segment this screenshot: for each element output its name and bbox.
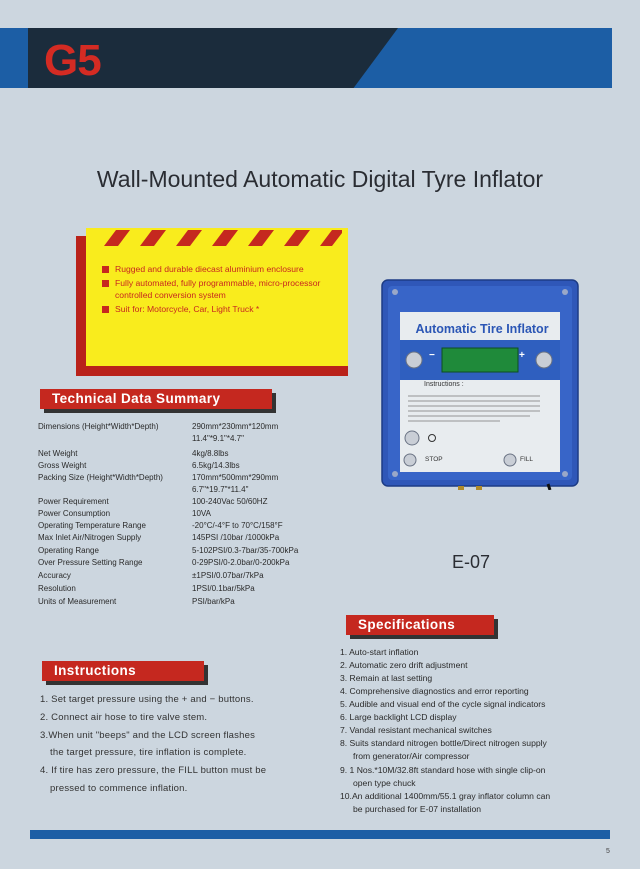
instruction-line: 2. Connect air hose to tire valve stem. — [40, 712, 208, 723]
instruction-line: 3.When unit "beeps" and the LCD screen flashes — [40, 730, 256, 741]
tech-row — [38, 533, 338, 545]
tech-row — [38, 473, 338, 485]
tech-row-value: 145PSI /10bar /1000kPa — [192, 533, 280, 542]
tech-row-value: 5-102PSI/0.3-7bar/35-700kPa — [192, 546, 299, 555]
feature-item: Fully automated, fully programmable, micro-processor — [102, 277, 342, 289]
tech-row-value: 1PSI/0.1bar/5kPa — [192, 584, 255, 593]
instruction-line: 1. Set target pressure using the + and − buttons. — [40, 694, 254, 705]
device-title: Automatic Tire Inflator — [415, 322, 549, 336]
tech-row-key: Units of Measurement — [38, 597, 117, 606]
tech-row-value: 290mm*230mm*120mm — [192, 422, 279, 431]
tire-inflator-device-image — [380, 278, 580, 490]
tech-row — [38, 521, 338, 533]
device-stop-label: STOP — [425, 456, 443, 463]
spec-item: 6. Large backlight LCD display — [340, 712, 457, 722]
spec-item: 7. Vandal resistant mechanical switches — [340, 725, 492, 735]
footer-bar — [30, 830, 610, 839]
tech-row — [38, 546, 338, 558]
tech-row — [38, 485, 338, 497]
spec-item-continued: be purchased for E-07 installation — [353, 804, 482, 814]
tech-row-key: Max Inlet Air/Nitrogen Supply — [38, 533, 142, 542]
spec-item-continued: open type chuck — [353, 778, 416, 788]
tech-row-value: 10VA — [192, 509, 211, 518]
spec-item: 5. Audible and visual end of the cycle signal indicators — [340, 699, 546, 709]
tech-row-key: Over Pressure Setting Range — [38, 558, 143, 567]
tech-row-key: Packing Size (Height*Width*Depth) — [38, 473, 163, 482]
tech-heading: Technical Data Summary — [40, 389, 272, 409]
tech-row-key: Power Requirement — [38, 497, 109, 506]
tech-row-value: 6.5kg/14.3lbs — [192, 461, 240, 470]
spec-item-continued: from generator/Air compressor — [353, 751, 470, 761]
tech-row-key: Resolution — [38, 584, 76, 593]
spec-item: 10.An additional 1400mm/55.1 gray inflator column can — [340, 791, 551, 801]
tech-row — [38, 422, 338, 434]
page-title: Wall-Mounted Automatic Digital Tyre Inflator — [96, 166, 544, 192]
instruction-line-continued: the target pressure, tire inflation is complete. — [50, 747, 247, 758]
tech-row-value: 4kg/8.8lbs — [192, 449, 229, 458]
tech-row-key: Operating Range — [38, 546, 99, 555]
tech-row-value: PSI/bar/kPa — [192, 597, 235, 606]
device-instructions-title: Instructions : — [424, 381, 464, 388]
tech-row-key: Net Weight — [38, 449, 78, 458]
device-fill-label: FILL — [520, 456, 534, 463]
spec-item: 8. Suits standard nitrogen bottle/Direct nitrogen supply — [340, 738, 547, 748]
tech-row-key: Power Consumption — [38, 509, 111, 518]
model-label: E-07 — [452, 552, 491, 572]
device-plus-label: + — [519, 350, 525, 361]
spec-item: 3. Remain at last setting — [340, 673, 433, 683]
tech-row — [38, 461, 338, 473]
spec-item: 4. Comprehensive diagnostics and error reporting — [340, 686, 529, 696]
spec-item: 9. 1 Nos.*10M/32.8ft standard hose with single clip-on — [340, 765, 546, 775]
tech-row-value: ±1PSI/0.07bar/7kPa — [192, 571, 264, 580]
tech-row-value: 100-240Vac 50/60HZ — [192, 497, 268, 506]
specs-heading: Specifications — [346, 615, 494, 635]
tech-row-key: Gross Weight — [38, 461, 87, 470]
tech-row — [38, 558, 338, 570]
tech-row-key: Accuracy — [38, 571, 71, 580]
feature-item-continued: controlled conversion system — [115, 290, 226, 300]
feature-item: Rugged and durable diecast aluminium enclosure — [102, 263, 342, 275]
tech-row — [38, 434, 338, 446]
tech-row-key: Dimensions (Height*Width*Depth) — [38, 422, 159, 431]
tech-row — [38, 509, 338, 521]
bullet-square-icon — [102, 306, 109, 313]
tech-row-value: 170mm*500mm*290mm — [192, 473, 279, 482]
tech-row-value: -20°C/-4°F to 70°C/158°F — [192, 521, 283, 530]
tech-row — [38, 571, 338, 583]
instruction-line-continued: pressed to commence inflation. — [50, 783, 188, 794]
bullet-square-icon — [102, 280, 109, 287]
page-number: 5 — [606, 848, 610, 855]
spec-item: 2. Automatic zero drift adjustment — [340, 660, 468, 670]
instruction-line: 4. If tire has zero pressure, the FILL button must be — [40, 765, 267, 776]
tech-row — [38, 449, 338, 461]
tech-row-value: 11.4"*9.1"*4.7" — [192, 434, 244, 443]
tech-row — [38, 584, 338, 596]
feature-item: Suit for: Motorcycle, Car, Light Truck * — [102, 303, 342, 315]
tech-row — [38, 597, 338, 609]
spec-item: 1. Auto-start inflation — [340, 647, 419, 657]
instructions-heading: Instructions — [42, 661, 204, 681]
tech-row-key: Operating Temperature Range — [38, 521, 146, 530]
tech-row-value: 6.7"*19.7"*11.4" — [192, 485, 249, 494]
bullet-square-icon — [102, 266, 109, 273]
header-title: G5 — [44, 36, 101, 85]
hazard-stripes — [96, 230, 342, 246]
device-minus-label: − — [429, 350, 435, 361]
tech-row-value: 0-29PSI/0-2.0bar/0-200kPa — [192, 558, 290, 567]
tech-row — [38, 497, 338, 509]
